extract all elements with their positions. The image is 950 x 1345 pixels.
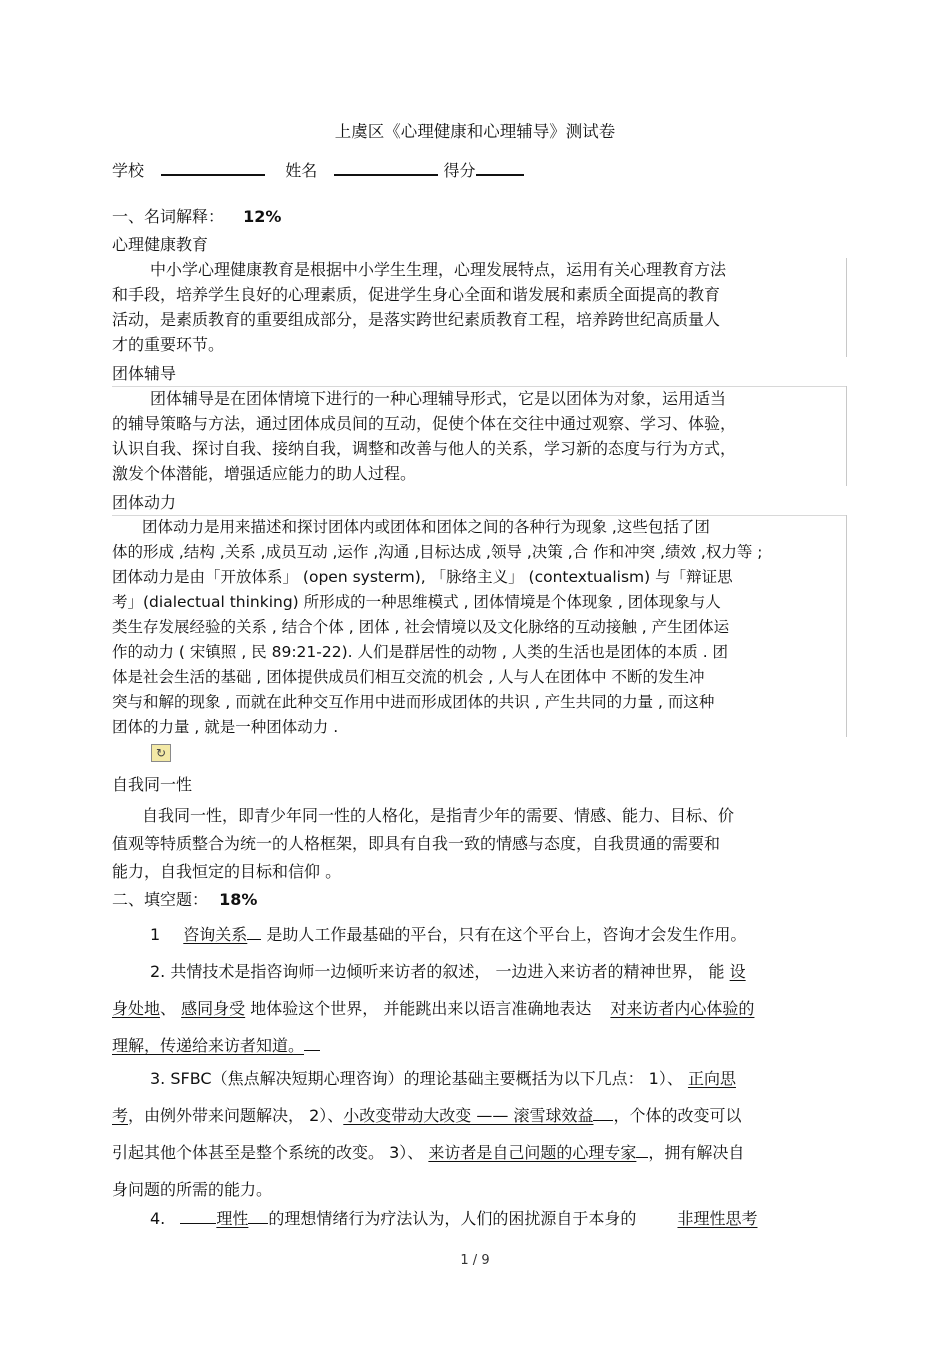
answer-3a-cont: 考	[112, 1106, 129, 1125]
section1-percent: 12%	[243, 207, 282, 226]
question-2: 2. 共情技术是指咨询师一边倾听来访者的叙述， 一边进入来访者的精神世界， 能 设 身处地、 感同身受 地体验这个世界， 并能跳出来以语言准确地表达 对来访者内心体验的 理解，传递给来访者知道。	[112, 962, 755, 1055]
term-definition-2: 团体辅导是在团体情境下进行的一种心理辅导形式，它是以团体为对象，运用适当 的辅导策略与方法，通过团体成员间的互动，促使个体在交往中通过观察、学习、体验， 认识自我、探讨自我、接纳自我，调整和改善与他人的关系，学习新的态度与行为方式， 激发个体潜能，增强适应能力的助人过程。	[112, 389, 737, 483]
term-definition-3: 团体动力是用来描述和探讨团体内或团体和团体之间的各种行为现象 ,这些包括了团 体的形成 ,结构 ,关系 ,成员互动 ,运作 ,沟通 ,目标达成 ,领导 ,决策 ,合 作和冲突 ,绩效 ,权力等 ; 团体动力是由「开放体系」 (open systerm), 「脉络主义」 (contextualism) 与「辩证思 考」(dialectual thinking) 所形成的一种思维模式 , 团体情境是个体现象 , 团体现象与人 类生存发展经验的关系 , 结合个体 , 团体 , 社会情境以及文化脉络的互动接触 , 产生团体运 作的动力 ( 宋镇照 , 民 89:21-22). 人们是群居性的动物 , 人类的生活也是团体的本质 . 团 体是社会生活的基础 , 团体提供成员们相互交流的机会 , 人与人在团体中 不断的发生冲 突与和解的现象 , 而就在此种交互作用中进而形成团体的共识 , 产生共同的力量 , 而这种 团体的力量 , 就是一种团体动力 .	[112, 518, 763, 736]
page-title: 上虞区《心理健康和心理辅导》测试卷	[334, 122, 616, 141]
term-name-2: 团体辅导	[112, 364, 177, 383]
answer-3b: 小改变带动大改变 —— 滚雪球效益	[343, 1106, 594, 1125]
section2-heading: 二、填空题： 18%	[112, 890, 258, 909]
header-fields	[112, 160, 524, 181]
term-name-4: 自我同一性	[112, 775, 193, 794]
page-number: 1 / 9	[460, 1253, 490, 1268]
question-3: 3. SFBC（焦点解决短期心理咨询）的理论基础主要概括为以下几点： 1）、 正向思 考，由例外带来问题解决， 2）、小改变带动大改变 —— 滚雪球效益 ，个体的改变可以 引起其他个体甚至是整个系统的改变。 3）、 来访者是自己问题的心理专家 ，拥有解决自 身问题的所需的能力。	[112, 1069, 745, 1199]
term-definition-4: 自我同一性，即青少年同一性的人格化，是指青少年的需要、情感、能力、目标、价 值观等特质整合为统一的人格框架，即具有自我一致的情感与态度，自我贯通的需要和 能力，自我恒定的目标和信仰 。	[112, 806, 735, 881]
answer-1: 咨询关系	[183, 925, 248, 944]
question-4: 4. 理性 的理想情绪行为疗法认为，人们的困扰源自于本身的 非理性思考	[150, 1209, 758, 1228]
answer-2c: 对来访者内心体验的	[610, 999, 755, 1018]
term-name-1: 心理健康教育	[112, 235, 209, 254]
embedded-object-icon[interactable]: ↻	[151, 744, 171, 762]
school-blank[interactable]	[161, 160, 265, 176]
answer-2a-cont: 身处地	[112, 999, 161, 1018]
answer-3a: 正向思	[687, 1069, 736, 1088]
section2-percent: 18%	[219, 890, 258, 909]
name-label: 姓名	[285, 161, 318, 180]
answer-2c-cont: 理解，传递给来访者知道。	[112, 1036, 305, 1055]
score-label: 得分	[443, 161, 476, 180]
question-1: 1 咨询关系 是助人工作最基础的平台，只有在这个平台上，咨询才会发生作用。	[150, 925, 747, 944]
answer-2a: 设	[729, 962, 746, 981]
name-blank[interactable]	[334, 160, 438, 176]
answer-4a: 理性	[216, 1209, 249, 1228]
score-blank[interactable]	[476, 160, 524, 176]
term-name-3: 团体动力	[112, 493, 177, 512]
term-definition-1: 中小学心理健康教育是根据中小学生生理，心理发展特点，运用有关心理教育方法 和手段，培养学生良好的心理素质，促进学生身心全面和谐发展和素质全面提高的教育 活动，是素质教育的重要组成部分，是落实跨世纪素质教育工程，培养跨世纪高质量人 才的重要环节。	[112, 260, 727, 354]
answer-2b: 感同身受	[181, 999, 246, 1018]
answer-3c: 来访者是自己问题的心理专家	[428, 1143, 637, 1162]
answer-4b: 非理性思考	[677, 1209, 758, 1228]
section1-heading: 一、名词解释： 12%	[112, 207, 282, 226]
school-label: 学校	[112, 161, 145, 180]
